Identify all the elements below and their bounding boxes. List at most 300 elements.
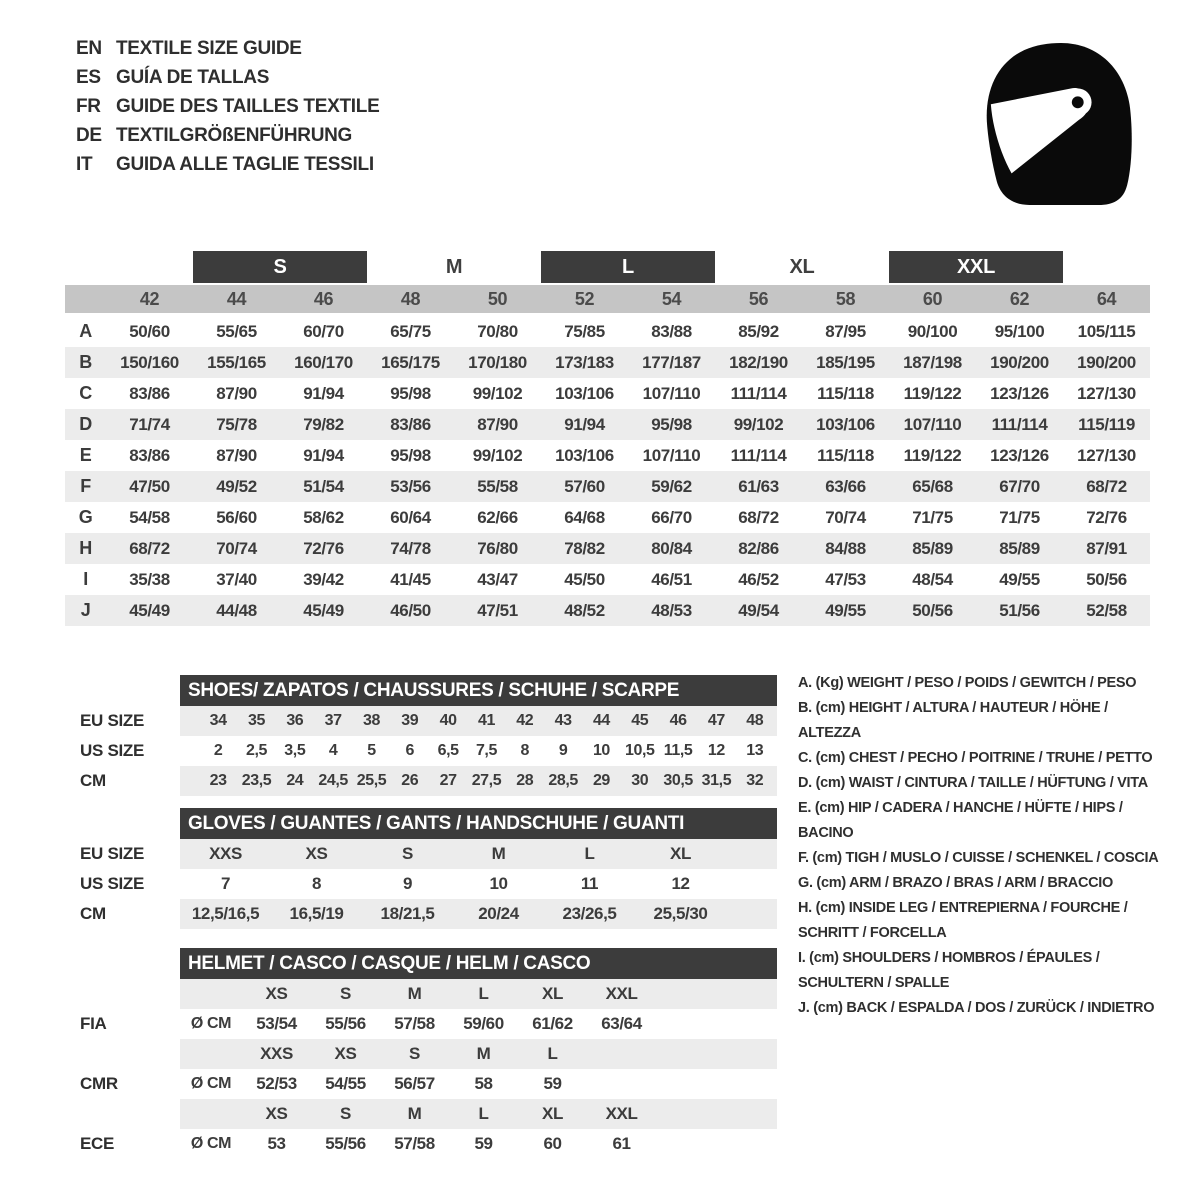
legend-item: G. (cm) ARM / BRAZO / BRAS / ARM / BRACCIO xyxy=(798,875,1113,891)
column-header: 42 xyxy=(139,288,160,309)
size-value-cell: 45/50 xyxy=(564,569,605,589)
value-cell: 54/55 xyxy=(325,1074,366,1093)
value-cell: 59 xyxy=(543,1074,562,1093)
shoes-table xyxy=(180,675,777,796)
gloves-section xyxy=(80,808,777,929)
value-cell: 57/58 xyxy=(394,1014,435,1033)
value-cell: 38 xyxy=(362,712,380,729)
size-value-cell: 65/75 xyxy=(390,321,431,341)
helmet-size-header: L xyxy=(478,984,489,1003)
size-value-cell: 123/126 xyxy=(990,445,1049,465)
size-value-cell: 185/195 xyxy=(816,352,875,372)
size-value-cell: 111/114 xyxy=(730,445,787,465)
lang-code: ES xyxy=(76,66,101,88)
size-value-cell: 182/190 xyxy=(729,352,788,372)
data-row xyxy=(180,869,777,899)
size-value-cell: 70/80 xyxy=(477,321,518,341)
size-value-cell: 80/84 xyxy=(651,538,692,558)
helmet-size-header: XS xyxy=(265,1104,288,1123)
row-label: CM xyxy=(80,904,106,923)
measure-row xyxy=(65,316,1150,347)
size-value-cell: 65/68 xyxy=(912,476,953,496)
value-cell: 11 xyxy=(580,874,599,893)
spacer xyxy=(80,1039,180,1069)
unit-cell: Ø CM xyxy=(190,1135,232,1152)
column-header: 62 xyxy=(1009,288,1030,309)
value-cell: 48 xyxy=(746,712,764,729)
value-cell: 59 xyxy=(474,1134,493,1153)
value-cell: 44 xyxy=(592,712,610,729)
value-cell: 2 xyxy=(213,742,223,759)
size-value-cell: 49/55 xyxy=(999,569,1040,589)
spacer xyxy=(80,808,180,839)
helmet-sizes-row xyxy=(180,979,777,1009)
legend-item: C. (cm) CHEST / PECHO / POITRINE / TRUHE / PETTO xyxy=(798,750,1153,766)
size-value-cell: 107/110 xyxy=(642,445,701,465)
column-header: 54 xyxy=(661,288,682,309)
value-cell: 27 xyxy=(439,772,457,789)
value-cell: 56/57 xyxy=(394,1074,435,1093)
size-value-cell: 37/40 xyxy=(216,569,257,589)
size-value-cell: 190/200 xyxy=(1077,352,1136,372)
size-value-cell: 83/86 xyxy=(129,445,170,465)
lang-code: IT xyxy=(76,153,93,175)
size-value-cell: 150/160 xyxy=(120,352,179,372)
row-label: ECE xyxy=(80,1134,115,1153)
title-line-it xyxy=(76,150,379,179)
value-cell: 18/21,5 xyxy=(380,904,435,923)
size-value-cell: 49/55 xyxy=(825,600,866,620)
value-cell: 23/26,5 xyxy=(562,904,617,923)
size-value-cell: 53/56 xyxy=(390,476,431,496)
value-cell: 13 xyxy=(746,742,764,759)
column-header: 46 xyxy=(313,288,334,309)
value-cell: 25,5 xyxy=(356,772,387,789)
helmet-size-header: S xyxy=(409,1044,420,1063)
size-value-cell: 50/60 xyxy=(129,321,170,341)
value-cell: M xyxy=(491,844,506,863)
value-cell: 10,5 xyxy=(625,742,655,759)
value-cell: 5 xyxy=(367,742,376,759)
column-header: 56 xyxy=(748,288,769,309)
measure-row xyxy=(65,378,1150,409)
size-value-cell: 91/94 xyxy=(303,445,344,465)
title-text: TEXTILE SIZE GUIDE xyxy=(116,37,302,59)
size-value-cell: 91/94 xyxy=(564,414,605,434)
helmet-values-row xyxy=(180,1009,777,1039)
size-value-cell: 66/70 xyxy=(651,507,692,527)
value-cell: 6,5 xyxy=(437,742,459,759)
legend-item: F. (cm) TIGH / MUSLO / CUISSE / SCHENKEL / COSCIA xyxy=(798,850,1159,866)
textile-size-table xyxy=(65,251,1150,626)
size-value-cell: 123/126 xyxy=(990,383,1049,403)
title-text: GUÍA DE TALLAS xyxy=(116,66,270,88)
value-cell: 46 xyxy=(669,712,687,729)
helmet-section xyxy=(80,948,777,1159)
row-label: US SIZE xyxy=(80,741,145,760)
spacer xyxy=(80,675,180,706)
value-cell: XL xyxy=(670,844,691,863)
helmet-size-header: M xyxy=(407,1104,422,1123)
size-value-cell: 55/58 xyxy=(477,476,518,496)
value-cell: 52/53 xyxy=(256,1074,297,1093)
gloves-table xyxy=(180,808,777,929)
title-block xyxy=(76,34,379,179)
column-header: 60 xyxy=(922,288,943,309)
label-column xyxy=(80,808,180,929)
size-value-cell: 127/130 xyxy=(1077,383,1136,403)
helmet-values-row xyxy=(180,1069,777,1099)
data-row xyxy=(180,899,777,929)
size-value-cell: 111/114 xyxy=(730,383,787,403)
size-value-cell: 45/49 xyxy=(303,600,344,620)
helmet-sizes-row xyxy=(180,1039,777,1069)
value-cell: 58 xyxy=(474,1074,493,1093)
size-value-cell: 59/62 xyxy=(651,476,692,496)
size-value-cell: 64/68 xyxy=(564,507,605,527)
size-value-cell: 48/53 xyxy=(651,600,692,620)
value-cell: 28,5 xyxy=(548,772,578,789)
value-cell: 25,5/30 xyxy=(653,904,708,923)
size-value-cell: 79/82 xyxy=(303,414,344,434)
row-label: C xyxy=(79,383,92,403)
measure-row xyxy=(65,595,1150,626)
title-line-fr xyxy=(76,92,379,121)
value-cell: 60 xyxy=(543,1134,562,1153)
measure-row xyxy=(65,502,1150,533)
size-value-cell: 75/85 xyxy=(564,321,605,341)
value-cell: 61/62 xyxy=(532,1014,573,1033)
label-column xyxy=(80,948,180,1159)
size-value-cell: 58/62 xyxy=(303,507,344,527)
size-value-cell: 78/82 xyxy=(564,538,605,558)
value-cell: 12,5/16,5 xyxy=(191,904,260,923)
size-value-cell: 56/60 xyxy=(216,507,257,527)
row-label: CM xyxy=(80,771,106,790)
column-header: 52 xyxy=(574,288,595,309)
size-value-cell: 87/90 xyxy=(477,414,518,434)
data-row xyxy=(180,839,777,869)
size-value-cell: 48/52 xyxy=(564,600,605,620)
size-value-cell: 68/72 xyxy=(738,507,779,527)
value-cell: 36 xyxy=(286,712,304,729)
size-value-cell: 115/119 xyxy=(1078,414,1135,434)
size-value-cell: 48/54 xyxy=(912,569,953,589)
value-cell: 34 xyxy=(209,712,227,729)
size-value-cell: 155/165 xyxy=(207,352,266,372)
row-label: A xyxy=(79,321,92,341)
size-value-cell: 99/102 xyxy=(472,445,523,465)
data-row xyxy=(180,706,777,736)
value-cell: 24 xyxy=(286,772,304,789)
size-value-cell: 72/76 xyxy=(303,538,344,558)
spacer xyxy=(80,948,180,979)
size-value-cell: 107/110 xyxy=(903,414,962,434)
value-cell: 7,5 xyxy=(475,742,497,759)
size-value-cell: 87/90 xyxy=(216,383,257,403)
size-value-cell: 99/102 xyxy=(733,414,784,434)
row-label: FIA xyxy=(80,1014,107,1033)
helmet-size-header: S xyxy=(340,1104,351,1123)
size-group-row xyxy=(65,251,1150,285)
legend-item: E. (cm) HIP / CADERA / HANCHE / HÜFTE / HIPS / BACINO xyxy=(798,800,1123,841)
unit-cell: Ø CM xyxy=(190,1075,232,1092)
size-value-cell: 90/100 xyxy=(907,321,958,341)
value-cell: 59/60 xyxy=(463,1014,504,1033)
value-cell: 2,5 xyxy=(245,742,268,759)
value-cell: 37 xyxy=(324,712,342,729)
size-group-label: S xyxy=(193,251,367,283)
size-group-label: XXL xyxy=(889,251,1063,283)
value-cell: S xyxy=(402,844,413,863)
measure-row xyxy=(65,347,1150,378)
size-value-cell: 103/106 xyxy=(555,383,614,403)
row-label: US SIZE xyxy=(80,874,145,893)
size-value-cell: 41/45 xyxy=(390,569,431,589)
size-value-cell: 57/60 xyxy=(564,476,605,496)
size-value-cell: 75/78 xyxy=(216,414,257,434)
value-cell: 35 xyxy=(247,712,265,729)
size-value-cell: 71/74 xyxy=(129,414,170,434)
column-header: 64 xyxy=(1096,288,1117,309)
column-header-row xyxy=(65,285,1150,313)
data-row xyxy=(180,766,777,796)
value-cell: 10 xyxy=(489,874,508,893)
legend-item: D. (cm) WAIST / CINTURA / TAILLE / HÜFTUNG / VITA xyxy=(798,775,1148,791)
size-value-cell: 49/52 xyxy=(216,476,257,496)
value-cell: XXS xyxy=(209,844,242,863)
column-header: 58 xyxy=(835,288,856,309)
value-cell: L xyxy=(584,844,595,863)
size-value-cell: 85/92 xyxy=(738,321,779,341)
size-value-cell: 68/72 xyxy=(129,538,170,558)
label-column xyxy=(80,675,180,796)
value-cell: 20/24 xyxy=(478,904,519,923)
helmet-sizes-row xyxy=(180,1099,777,1129)
value-cell: 28 xyxy=(516,772,534,789)
size-value-cell: 47/50 xyxy=(129,476,170,496)
helmet-size-header: XL xyxy=(542,984,563,1003)
shoes-section xyxy=(80,675,777,796)
size-value-cell: 127/130 xyxy=(1077,445,1136,465)
size-value-cell: 52/58 xyxy=(1086,600,1127,620)
row-label: I xyxy=(83,569,88,589)
size-value-cell: 51/56 xyxy=(999,600,1040,620)
value-cell: 41 xyxy=(477,712,495,729)
value-cell: 23 xyxy=(209,772,227,789)
size-value-cell: 71/75 xyxy=(912,507,953,527)
helmet-size-header: XS xyxy=(334,1044,357,1063)
size-value-cell: 63/66 xyxy=(825,476,866,496)
value-cell: 32 xyxy=(746,772,764,789)
size-value-cell: 49/54 xyxy=(738,600,779,620)
title-text: TEXTILGRÖßENFÜHRUNG xyxy=(116,124,353,146)
size-value-cell: 83/86 xyxy=(129,383,170,403)
value-cell: 3,5 xyxy=(284,742,306,759)
size-value-cell: 190/200 xyxy=(990,352,1049,372)
size-value-cell: 95/98 xyxy=(390,445,431,465)
size-value-cell: 177/187 xyxy=(642,352,701,372)
helmet-size-header: XXL xyxy=(605,1104,638,1123)
size-value-cell: 62/66 xyxy=(477,507,518,527)
value-cell: 26 xyxy=(401,772,419,789)
measurement-legend xyxy=(798,671,1166,1021)
size-value-cell: 85/89 xyxy=(999,538,1040,558)
value-cell: 10 xyxy=(592,742,610,759)
size-group-label: L xyxy=(541,251,715,283)
helmet-size-header: XS xyxy=(265,984,288,1003)
size-value-cell: 50/56 xyxy=(1086,569,1127,589)
value-cell: 23,5 xyxy=(241,772,272,789)
size-value-cell: 71/75 xyxy=(999,507,1040,527)
size-value-cell: 70/74 xyxy=(216,538,257,558)
value-cell: 53/54 xyxy=(256,1014,297,1033)
value-cell: 30 xyxy=(631,772,649,789)
helmet-size-header: S xyxy=(340,984,351,1003)
helmet-size-header: XXL xyxy=(605,984,638,1003)
size-value-cell: 85/89 xyxy=(912,538,953,558)
value-cell: 55/56 xyxy=(325,1134,366,1153)
spacer xyxy=(65,251,193,285)
column-header: 50 xyxy=(487,288,508,309)
size-value-cell: 45/49 xyxy=(129,600,170,620)
size-value-cell: 44/48 xyxy=(216,600,257,620)
size-value-cell: 105/115 xyxy=(1077,321,1136,341)
value-cell: 4 xyxy=(328,742,338,759)
size-value-cell: 91/94 xyxy=(303,383,344,403)
size-value-cell: 173/183 xyxy=(555,352,614,372)
legend-item: H. (cm) INSIDE LEG / ENTREPIERNA / FOURCHE / SCHRITT / FORCELLA xyxy=(798,900,1128,941)
size-value-cell: 84/88 xyxy=(825,538,866,558)
value-cell: 31,5 xyxy=(701,772,732,789)
size-value-cell: 67/70 xyxy=(999,476,1040,496)
helmet-table xyxy=(180,948,777,1159)
size-value-cell: 115/118 xyxy=(817,445,874,465)
size-value-cell: 47/53 xyxy=(825,569,866,589)
section-title-bar: SHOES/ ZAPATOS / CHAUSSURES / SCHUHE / SCARPE xyxy=(180,675,777,706)
size-value-cell: 160/170 xyxy=(294,352,353,372)
spacer xyxy=(80,979,180,1009)
spacer xyxy=(80,1099,180,1129)
legend-item: B. (cm) HEIGHT / ALTURA / HAUTEUR / HÖHE / ALTEZZA xyxy=(798,700,1108,741)
size-value-cell: 170/180 xyxy=(468,352,527,372)
value-cell: 9 xyxy=(402,874,413,893)
value-cell: 8 xyxy=(311,874,322,893)
lang-code: DE xyxy=(76,124,102,146)
spacer xyxy=(1063,251,1150,285)
measure-row xyxy=(65,533,1150,564)
value-cell: 24,5 xyxy=(318,772,348,789)
racing-helmet-icon xyxy=(978,38,1136,210)
size-value-cell: 61/63 xyxy=(738,476,779,496)
size-value-cell: 82/86 xyxy=(738,538,779,558)
size-value-cell: 165/175 xyxy=(381,352,440,372)
value-cell: 61 xyxy=(612,1134,631,1153)
row-label: EU SIZE xyxy=(80,711,145,730)
row-label: B xyxy=(79,352,92,372)
value-cell: 12 xyxy=(707,742,725,759)
size-value-cell: 103/106 xyxy=(816,414,875,434)
value-cell: 11,5 xyxy=(663,742,693,759)
size-value-cell: 72/76 xyxy=(1086,507,1127,527)
size-value-cell: 54/58 xyxy=(129,507,170,527)
size-value-cell: 115/118 xyxy=(817,383,874,403)
unit-cell: Ø CM xyxy=(190,1015,232,1032)
measure-row xyxy=(65,440,1150,471)
value-cell: 27,5 xyxy=(471,772,502,789)
size-value-cell: 60/64 xyxy=(390,507,431,527)
section-title-bar: GLOVES / GUANTES / GANTS / HANDSCHUHE / GUANTI xyxy=(180,808,777,839)
size-value-cell: 87/91 xyxy=(1086,538,1127,558)
title-line-es xyxy=(76,63,379,92)
size-value-cell: 47/51 xyxy=(477,600,518,620)
measure-row xyxy=(65,409,1150,440)
size-value-cell: 107/110 xyxy=(642,383,701,403)
value-cell: 55/56 xyxy=(325,1014,366,1033)
row-label: J xyxy=(80,600,91,620)
size-value-cell: 60/70 xyxy=(303,321,344,341)
title-line-de xyxy=(76,121,379,150)
size-value-cell: 68/72 xyxy=(1086,476,1127,496)
size-value-cell: 119/122 xyxy=(903,383,962,403)
value-cell: 29 xyxy=(592,772,610,789)
size-value-cell: 95/100 xyxy=(994,321,1045,341)
row-label: EU SIZE xyxy=(80,844,145,863)
legend-item: I. (cm) SHOULDERS / HOMBROS / ÉPAULES / SCHULTERN / SPALLE xyxy=(798,950,1100,991)
row-label: F xyxy=(80,476,91,496)
row-label: G xyxy=(78,507,93,527)
value-cell: 40 xyxy=(439,712,457,729)
size-value-cell: 187/198 xyxy=(903,352,962,372)
row-label: CMR xyxy=(80,1074,118,1093)
column-header: 44 xyxy=(226,288,247,309)
size-value-cell: 99/102 xyxy=(472,383,523,403)
helmet-size-header: M xyxy=(476,1044,491,1063)
lang-code: FR xyxy=(76,95,101,117)
size-value-cell: 50/56 xyxy=(912,600,953,620)
measure-row xyxy=(65,564,1150,595)
value-cell: 9 xyxy=(558,742,568,759)
value-cell: 7 xyxy=(220,874,231,893)
legend-item: A. (Kg) WEIGHT / PESO / POIDS / GEWITCH / PESO xyxy=(798,675,1137,691)
value-cell: 42 xyxy=(516,712,534,729)
size-group-label: XL xyxy=(789,255,815,278)
value-cell: 47 xyxy=(707,712,725,729)
row-label: E xyxy=(79,445,92,465)
value-cell: 43 xyxy=(554,712,572,729)
column-header: 48 xyxy=(400,288,421,309)
size-value-cell: 87/90 xyxy=(216,445,257,465)
size-value-cell: 70/74 xyxy=(825,507,866,527)
size-value-cell: 87/95 xyxy=(825,321,866,341)
corner-cell xyxy=(65,285,106,313)
size-value-cell: 76/80 xyxy=(477,538,518,558)
lang-code: EN xyxy=(76,37,102,59)
value-cell: 53 xyxy=(267,1134,286,1153)
data-row xyxy=(180,736,777,766)
legend-item: J. (cm) BACK / ESPALDA / DOS / ZURÜCK / INDIETRO xyxy=(798,1000,1155,1016)
helmet-size-header: L xyxy=(547,1044,558,1063)
size-value-cell: 46/50 xyxy=(390,600,431,620)
size-value-cell: 119/122 xyxy=(903,445,962,465)
size-value-cell: 83/86 xyxy=(390,414,431,434)
size-value-cell: 43/47 xyxy=(477,569,518,589)
value-cell: 16,5/19 xyxy=(289,904,344,923)
size-value-cell: 74/78 xyxy=(390,538,431,558)
helmet-values-row xyxy=(180,1129,777,1159)
row-label: H xyxy=(79,538,92,558)
row-label: D xyxy=(79,414,92,434)
